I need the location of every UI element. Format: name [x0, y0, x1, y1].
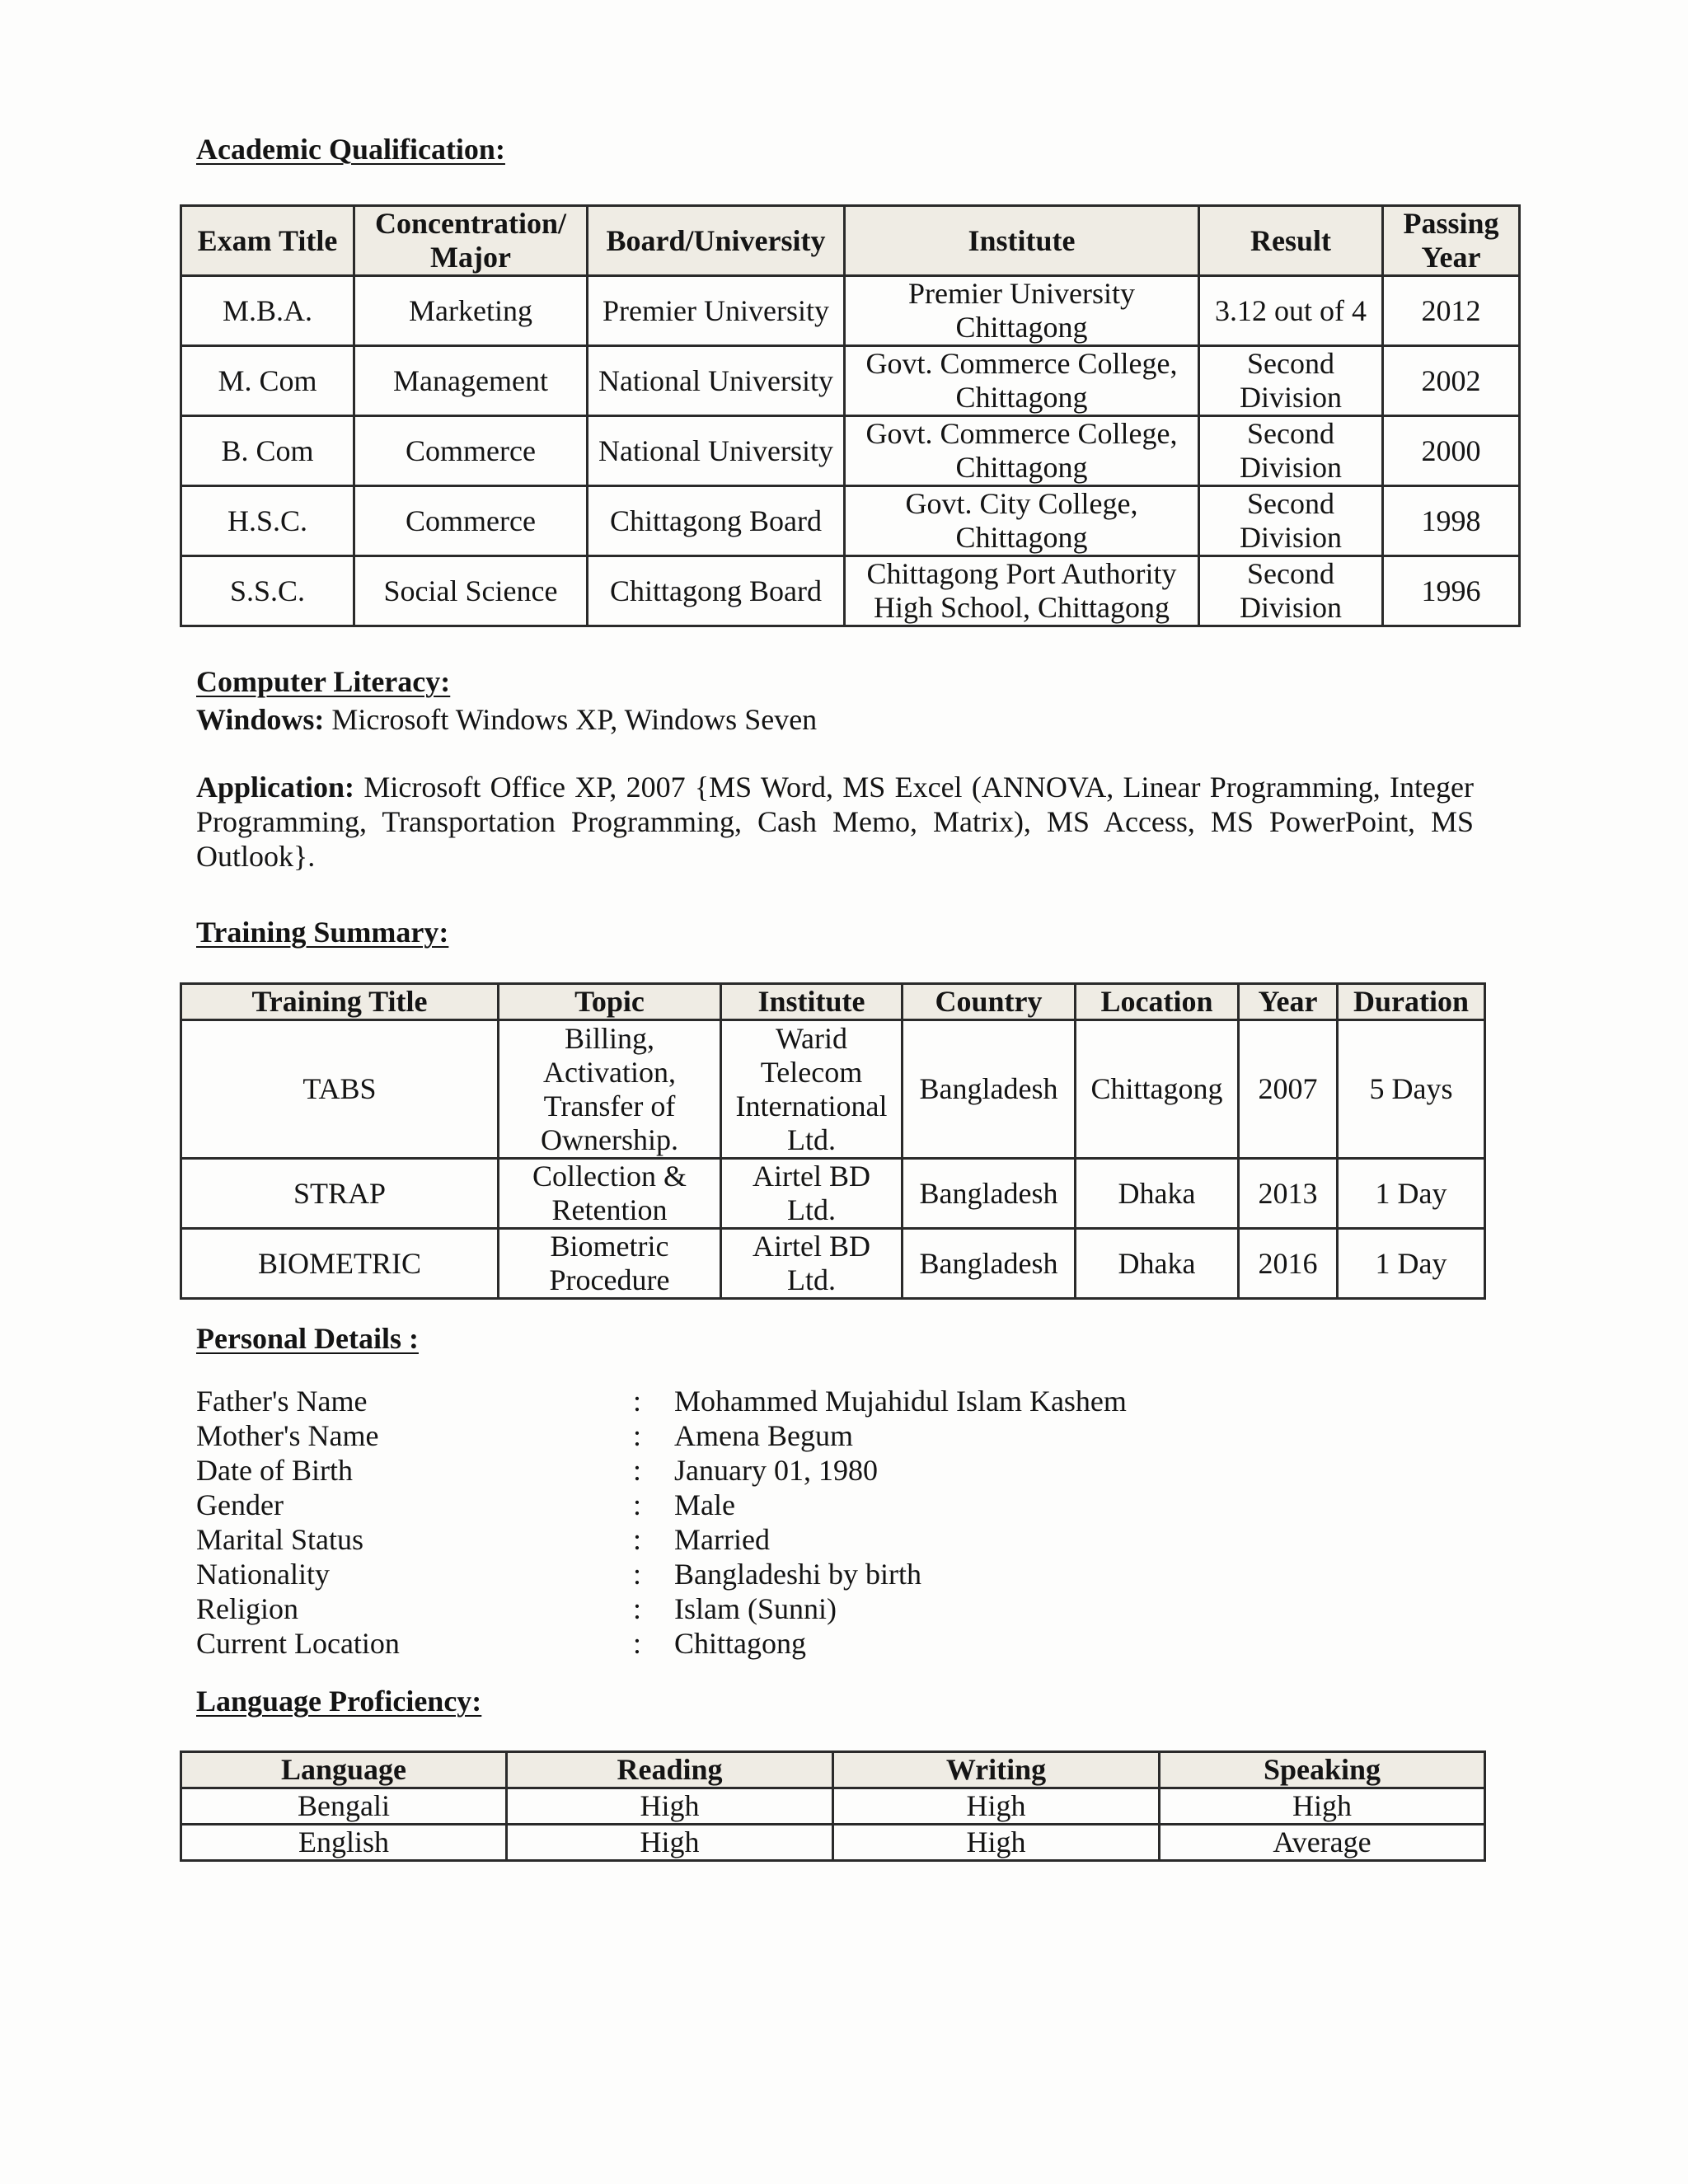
cell: 2000 — [1383, 416, 1520, 486]
separator: : — [633, 1419, 642, 1452]
cell: Govt. Commerce College, Chittagong — [845, 416, 1199, 486]
cell: 1998 — [1383, 486, 1520, 556]
personal-value: Chittagong — [674, 1627, 806, 1660]
col-training-title: Training Title — [181, 984, 499, 1020]
cell: 2016 — [1239, 1229, 1338, 1299]
language-heading: Language Proficiency: — [196, 1685, 482, 1718]
cell: English — [181, 1825, 507, 1861]
personal-label: Gender — [196, 1488, 284, 1521]
cell: TABS — [181, 1020, 499, 1159]
personal-value: Mohammed Mujahidul Islam Kashem — [674, 1385, 1127, 1418]
cell: Warid Telecom International Ltd. — [721, 1020, 903, 1159]
cell: BIOMETRIC — [181, 1229, 499, 1299]
col-board: Board/University — [588, 206, 845, 276]
cell: Second Division — [1199, 416, 1383, 486]
cell: S.S.C. — [181, 556, 354, 626]
personal-value: January 01, 1980 — [674, 1454, 878, 1487]
cell: M.B.A. — [181, 276, 354, 346]
cell: Chittagong — [1076, 1020, 1239, 1159]
personal-label: Marital Status — [196, 1523, 363, 1556]
cell: Average — [1160, 1825, 1485, 1861]
col-country: Country — [903, 984, 1076, 1020]
cell: High — [833, 1788, 1160, 1825]
separator: : — [633, 1592, 642, 1625]
col-reading: Reading — [507, 1752, 833, 1788]
language-header-row — [181, 1752, 1485, 1788]
table-row — [181, 1159, 1485, 1229]
cell: 1996 — [1383, 556, 1520, 626]
cell: National University — [588, 416, 845, 486]
table-row — [181, 1825, 1485, 1861]
cell: Dhaka — [1076, 1229, 1239, 1299]
cell: High — [1160, 1788, 1485, 1825]
cell: High — [507, 1788, 833, 1825]
cell: Second Division — [1199, 486, 1383, 556]
col-topic: Topic — [499, 984, 721, 1020]
personal-label: Current Location — [196, 1627, 400, 1660]
table-row — [181, 346, 1520, 416]
col-year: Year — [1239, 984, 1338, 1020]
cell: Chittagong Board — [588, 556, 845, 626]
separator: : — [633, 1488, 642, 1521]
personal-value: Amena Begum — [674, 1419, 853, 1452]
cell: Dhaka — [1076, 1159, 1239, 1229]
col-major: Concentration/ Major — [354, 206, 588, 276]
windows-label: Windows: — [196, 703, 325, 736]
table-row — [181, 1020, 1485, 1159]
cell: Premier University Chittagong — [845, 276, 1199, 346]
cell: High — [833, 1825, 1160, 1861]
cell: Second Division — [1199, 556, 1383, 626]
personal-label: Mother's Name — [196, 1419, 379, 1452]
col-institute: Institute — [721, 984, 903, 1020]
application-line — [196, 770, 1474, 874]
windows-value: Microsoft Windows XP, Windows Seven — [331, 703, 818, 736]
personal-value: Male — [674, 1488, 735, 1521]
cell: 1 Day — [1338, 1159, 1485, 1229]
col-exam-title: Exam Title — [181, 206, 354, 276]
cell: Biometric Procedure — [499, 1229, 721, 1299]
training-heading: Training Summary: — [196, 916, 449, 949]
cell: 3.12 out of 4 — [1199, 276, 1383, 346]
personal-value: Married — [674, 1523, 770, 1556]
personal-label: Date of Birth — [196, 1454, 353, 1487]
cell: 2007 — [1239, 1020, 1338, 1159]
cell: Social Science — [354, 556, 588, 626]
cell: 2012 — [1383, 276, 1520, 346]
separator: : — [633, 1454, 642, 1487]
cell: M. Com — [181, 346, 354, 416]
cell: 1 Day — [1338, 1229, 1485, 1299]
separator: : — [633, 1385, 642, 1418]
personal-heading: Personal Details : — [196, 1322, 419, 1355]
personal-label: Religion — [196, 1592, 298, 1625]
cell: Billing, Activation, Transfer of Ownership. — [499, 1020, 721, 1159]
cell: Airtel BD Ltd. — [721, 1229, 903, 1299]
cell: Bangladesh — [903, 1159, 1076, 1229]
col-institute: Institute — [845, 206, 1199, 276]
training-header-row — [181, 984, 1485, 1020]
cell: Chittagong Board — [588, 486, 845, 556]
cell: Bengali — [181, 1788, 507, 1825]
cell: 2002 — [1383, 346, 1520, 416]
training-table — [180, 982, 1486, 1300]
cell: STRAP — [181, 1159, 499, 1229]
cell: 2013 — [1239, 1159, 1338, 1229]
academic-table — [180, 204, 1521, 627]
cell: B. Com — [181, 416, 354, 486]
cell: Airtel BD Ltd. — [721, 1159, 903, 1229]
cell: H.S.C. — [181, 486, 354, 556]
cell: 5 Days — [1338, 1020, 1485, 1159]
cell: National University — [588, 346, 845, 416]
application-label: Application: — [196, 771, 355, 804]
cell: Govt. Commerce College, Chittagong — [845, 346, 1199, 416]
personal-value: Bangladeshi by birth — [674, 1558, 921, 1591]
cell: Premier University — [588, 276, 845, 346]
cell: Bangladesh — [903, 1229, 1076, 1299]
table-row — [181, 1229, 1485, 1299]
table-row — [181, 416, 1520, 486]
col-result: Result — [1199, 206, 1383, 276]
col-location: Location — [1076, 984, 1239, 1020]
table-row — [181, 276, 1520, 346]
table-row — [181, 486, 1520, 556]
col-duration: Duration — [1338, 984, 1485, 1020]
col-writing: Writing — [833, 1752, 1160, 1788]
application-value: Microsoft Office XP, 2007 {MS Word, MS Excel (ANNOVA, Linear Programming, Integer Programming, Transportation Programming, Cash Memo, Matrix), MS Access, MS PowerPoint, MS Outlook}. — [196, 771, 1474, 873]
cell: High — [507, 1825, 833, 1861]
table-row — [181, 556, 1520, 626]
separator: : — [633, 1523, 642, 1556]
academic-heading: Academic Qualification: — [196, 133, 505, 166]
col-passing-year: Passing Year — [1383, 206, 1520, 276]
language-table — [180, 1750, 1486, 1862]
personal-value: Islam (Sunni) — [674, 1592, 837, 1625]
personal-label: Nationality — [196, 1558, 330, 1591]
cell: Second Division — [1199, 346, 1383, 416]
cell: Bangladesh — [903, 1020, 1076, 1159]
academic-header-row — [181, 206, 1520, 276]
cell: Management — [354, 346, 588, 416]
table-row — [181, 1788, 1485, 1825]
col-speaking: Speaking — [1160, 1752, 1485, 1788]
windows-line — [196, 702, 1474, 737]
separator: : — [633, 1627, 642, 1660]
cell: Govt. City College, Chittagong — [845, 486, 1199, 556]
cell: Commerce — [354, 486, 588, 556]
computer-heading: Computer Literacy: — [196, 665, 451, 698]
separator: : — [633, 1558, 642, 1591]
personal-label: Father's Name — [196, 1385, 368, 1418]
col-language: Language — [181, 1752, 507, 1788]
cell: Chittagong Port Authority High School, Chittagong — [845, 556, 1199, 626]
cell: Commerce — [354, 416, 588, 486]
cell: Marketing — [354, 276, 588, 346]
cell: Collection & Retention — [499, 1159, 721, 1229]
